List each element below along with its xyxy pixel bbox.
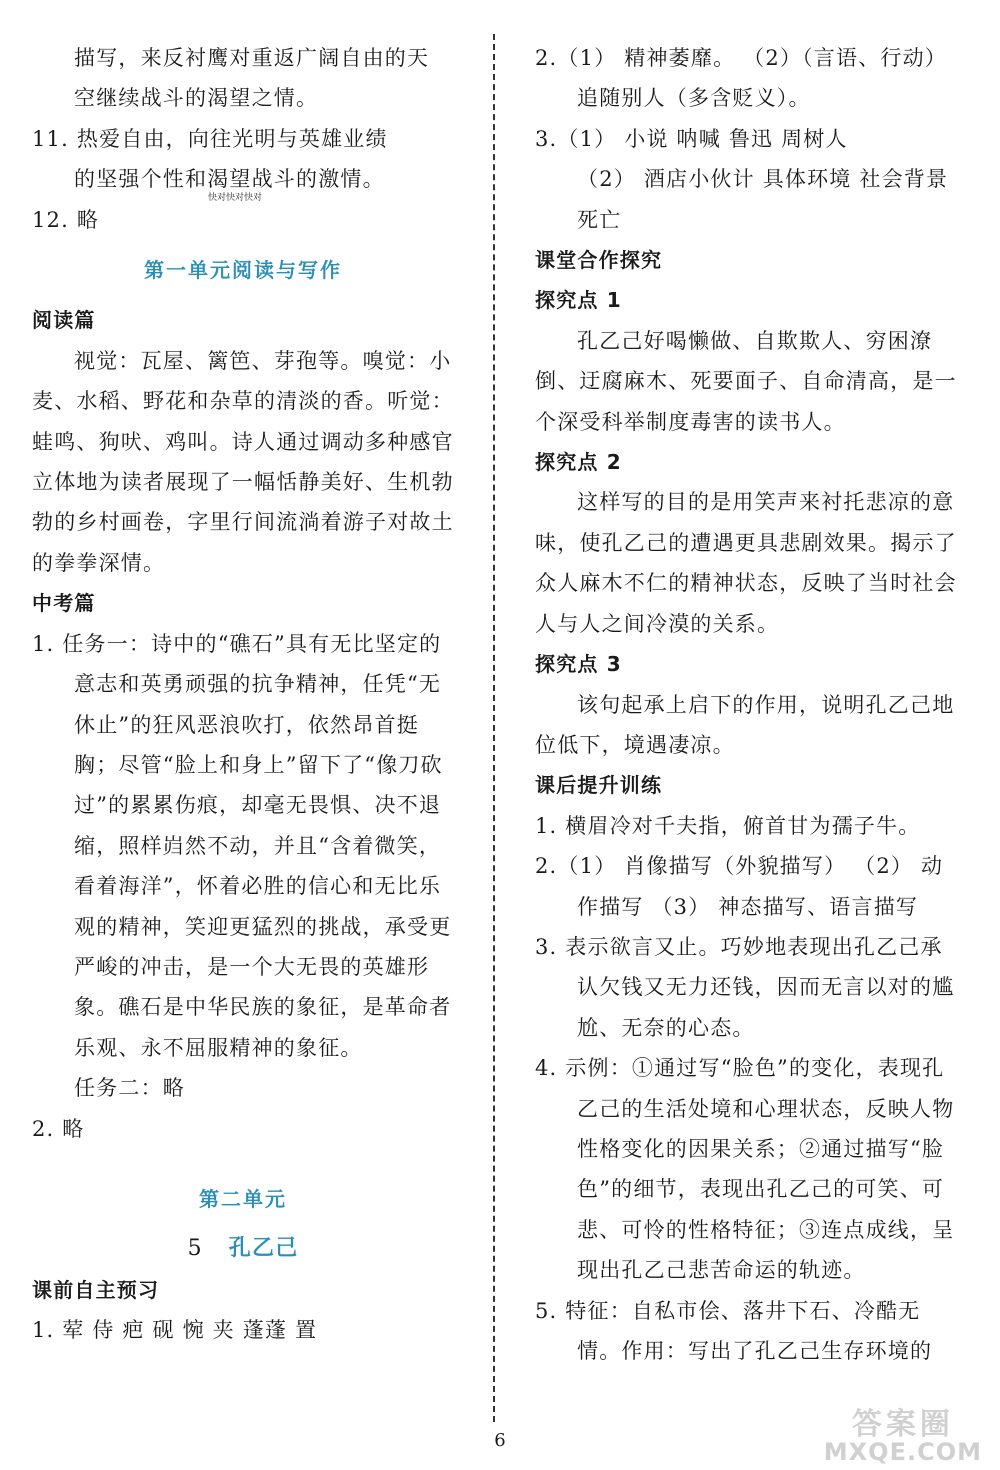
after-class-answer-1: 1. 横眉冷对千夫指，俯首甘为孺子牛。 [535, 813, 921, 838]
preview-answer-1: 1. 荤 侍 疤 砚 惋 夹 蓬蓬 置 [32, 1318, 318, 1343]
reading-answer: 视觉：瓦屋、篱笆、芽孢等。嗅觉：小麦、水稻、野花和杂草的清淡的香。听觉：蛙鸣、狗吠、鸡叫。诗人通过调动多种感官立体地为读者展现了一幅恬静美好、生机勃勃的乡村画卷，字里行间流淌着游子对故土的拳拳深情。 [32, 348, 454, 575]
watermark-line2: MXQE.COM [823, 1438, 982, 1466]
section-heading-reading: 阅读篇 [32, 308, 96, 333]
page-number: 6 [494, 1430, 506, 1451]
explore-point-answer: 孔乙己好喝懒做、自欺欺人、穷困潦倒、迂腐麻木、死要面子、自命清高，是一个深受科举制度毒害的读书人。 [535, 328, 957, 434]
exam-answer-1-task2: 任务二：略 [74, 1076, 185, 1101]
answer-item-12: 12. 略 [32, 207, 100, 232]
answer-line: （2） 酒店小伙计 具体环境 社会背景 死亡 [577, 167, 949, 232]
explore-point-answer: 该句起承上启下的作用，说明孔乙己地位低下，境遇凄凉。 [535, 692, 955, 757]
watermark [823, 1407, 982, 1466]
explore-point-heading: 探究点 2 [535, 450, 622, 475]
after-class-answer-4: 4. 示例：①通过写“脸色”的变化，表现孔乙己的生活处境和心理状态，反映人物性格变化的因果关系；②通过描写“脸色”的细节，表现出孔乙己的可笑、可悲、可怜的性格特征；③连点成线，呈现出孔乙己悲苦命运的轨迹。 [535, 1056, 955, 1283]
answer-line: 的坚强个性和渴望战斗的激情。 [74, 167, 385, 192]
answer-line: 描写，来反衬鹰对重返广阔自由的天 [74, 46, 430, 70]
unit-title: 第一单元阅读与写作 [144, 258, 342, 283]
preview-answer-2: 2.（1） 精神萎靡。 （2）（言语、行动） [535, 46, 948, 70]
explore-point-heading: 探究点 1 [535, 288, 622, 313]
left-column [32, 38, 454, 1351]
exam-answer-2: 2. 略 [32, 1116, 85, 1141]
explore-point-heading: 探究点 3 [535, 652, 622, 677]
lesson-title [32, 1229, 454, 1269]
answer-line: 追随别人（多含贬义）。 [577, 86, 811, 111]
after-class-answer-2: 2.（1） 肖像描写（外貌描写） （2） 动作描写 （3） 神态描写、语言描写 [535, 854, 944, 919]
section-heading-preview: 课前自主预习 [32, 1277, 160, 1302]
answer-item-11: 11. 热爱自由，向往光明与英雄业绩 [32, 126, 388, 151]
section-heading-cooperation: 课堂合作探究 [535, 248, 663, 273]
section-heading-after-class: 课后提升训练 [535, 773, 663, 798]
explore-point-answer: 这样写的目的是用笑声来衬托悲凉的意味，使孔乙己的遭遇更具悲剧效果。揭示了众人麻木不仁的精神状态，反映了当时社会人与人之间冷漠的关系。 [535, 490, 957, 636]
unit-title: 第二单元 [199, 1186, 287, 1211]
watermark-line1: 答案圈 [851, 1407, 954, 1442]
lesson-number: 5 [187, 1236, 203, 1262]
section-heading-exam: 中考篇 [32, 591, 96, 616]
right-column [535, 38, 957, 1371]
preview-answer-3: 3.（1） 小说 呐喊 鲁迅 周树人 [535, 126, 848, 151]
lesson-name: 孔乙己 [228, 1236, 299, 1262]
exam-answer-1: 1. 任务一：诗中的“礁石”具有无比坚定的意志和英勇顽强的抗争精神，任凭“无休止”的狂风恶浪吹打，依然昂首挺胸；尽管“脸上和身上”留下了“像刀砍过”的累累伤痕，却毫无畏惧、决不退缩，照样岿然不动，并且“含着微笑，看着海洋”，怀着必胜的信心和无比乐观的精神，笑迎更猛烈的挑战，承受更严峻的冲击，是一个大无畏的英雄形象。礁石是中华民族的象征，是革命者乐观、永不屈服精神的象征。 [32, 631, 452, 1060]
stamp-mark: 快对快对快对 [208, 193, 263, 203]
answer-line: 空继续战斗的渴望之情。 [74, 86, 319, 111]
after-class-answer-3: 3. 表示欲言又止。巧妙地表现出孔乙己承认欠钱又无力还钱，因而无言以对的尴尬、无奈的心态。 [535, 934, 955, 1040]
column-divider [493, 34, 495, 1422]
after-class-answer-5: 5. 特征：自私市侩、落井下石、冷酷无情。作用：写出了孔乙己生存环境的 [535, 1298, 933, 1363]
